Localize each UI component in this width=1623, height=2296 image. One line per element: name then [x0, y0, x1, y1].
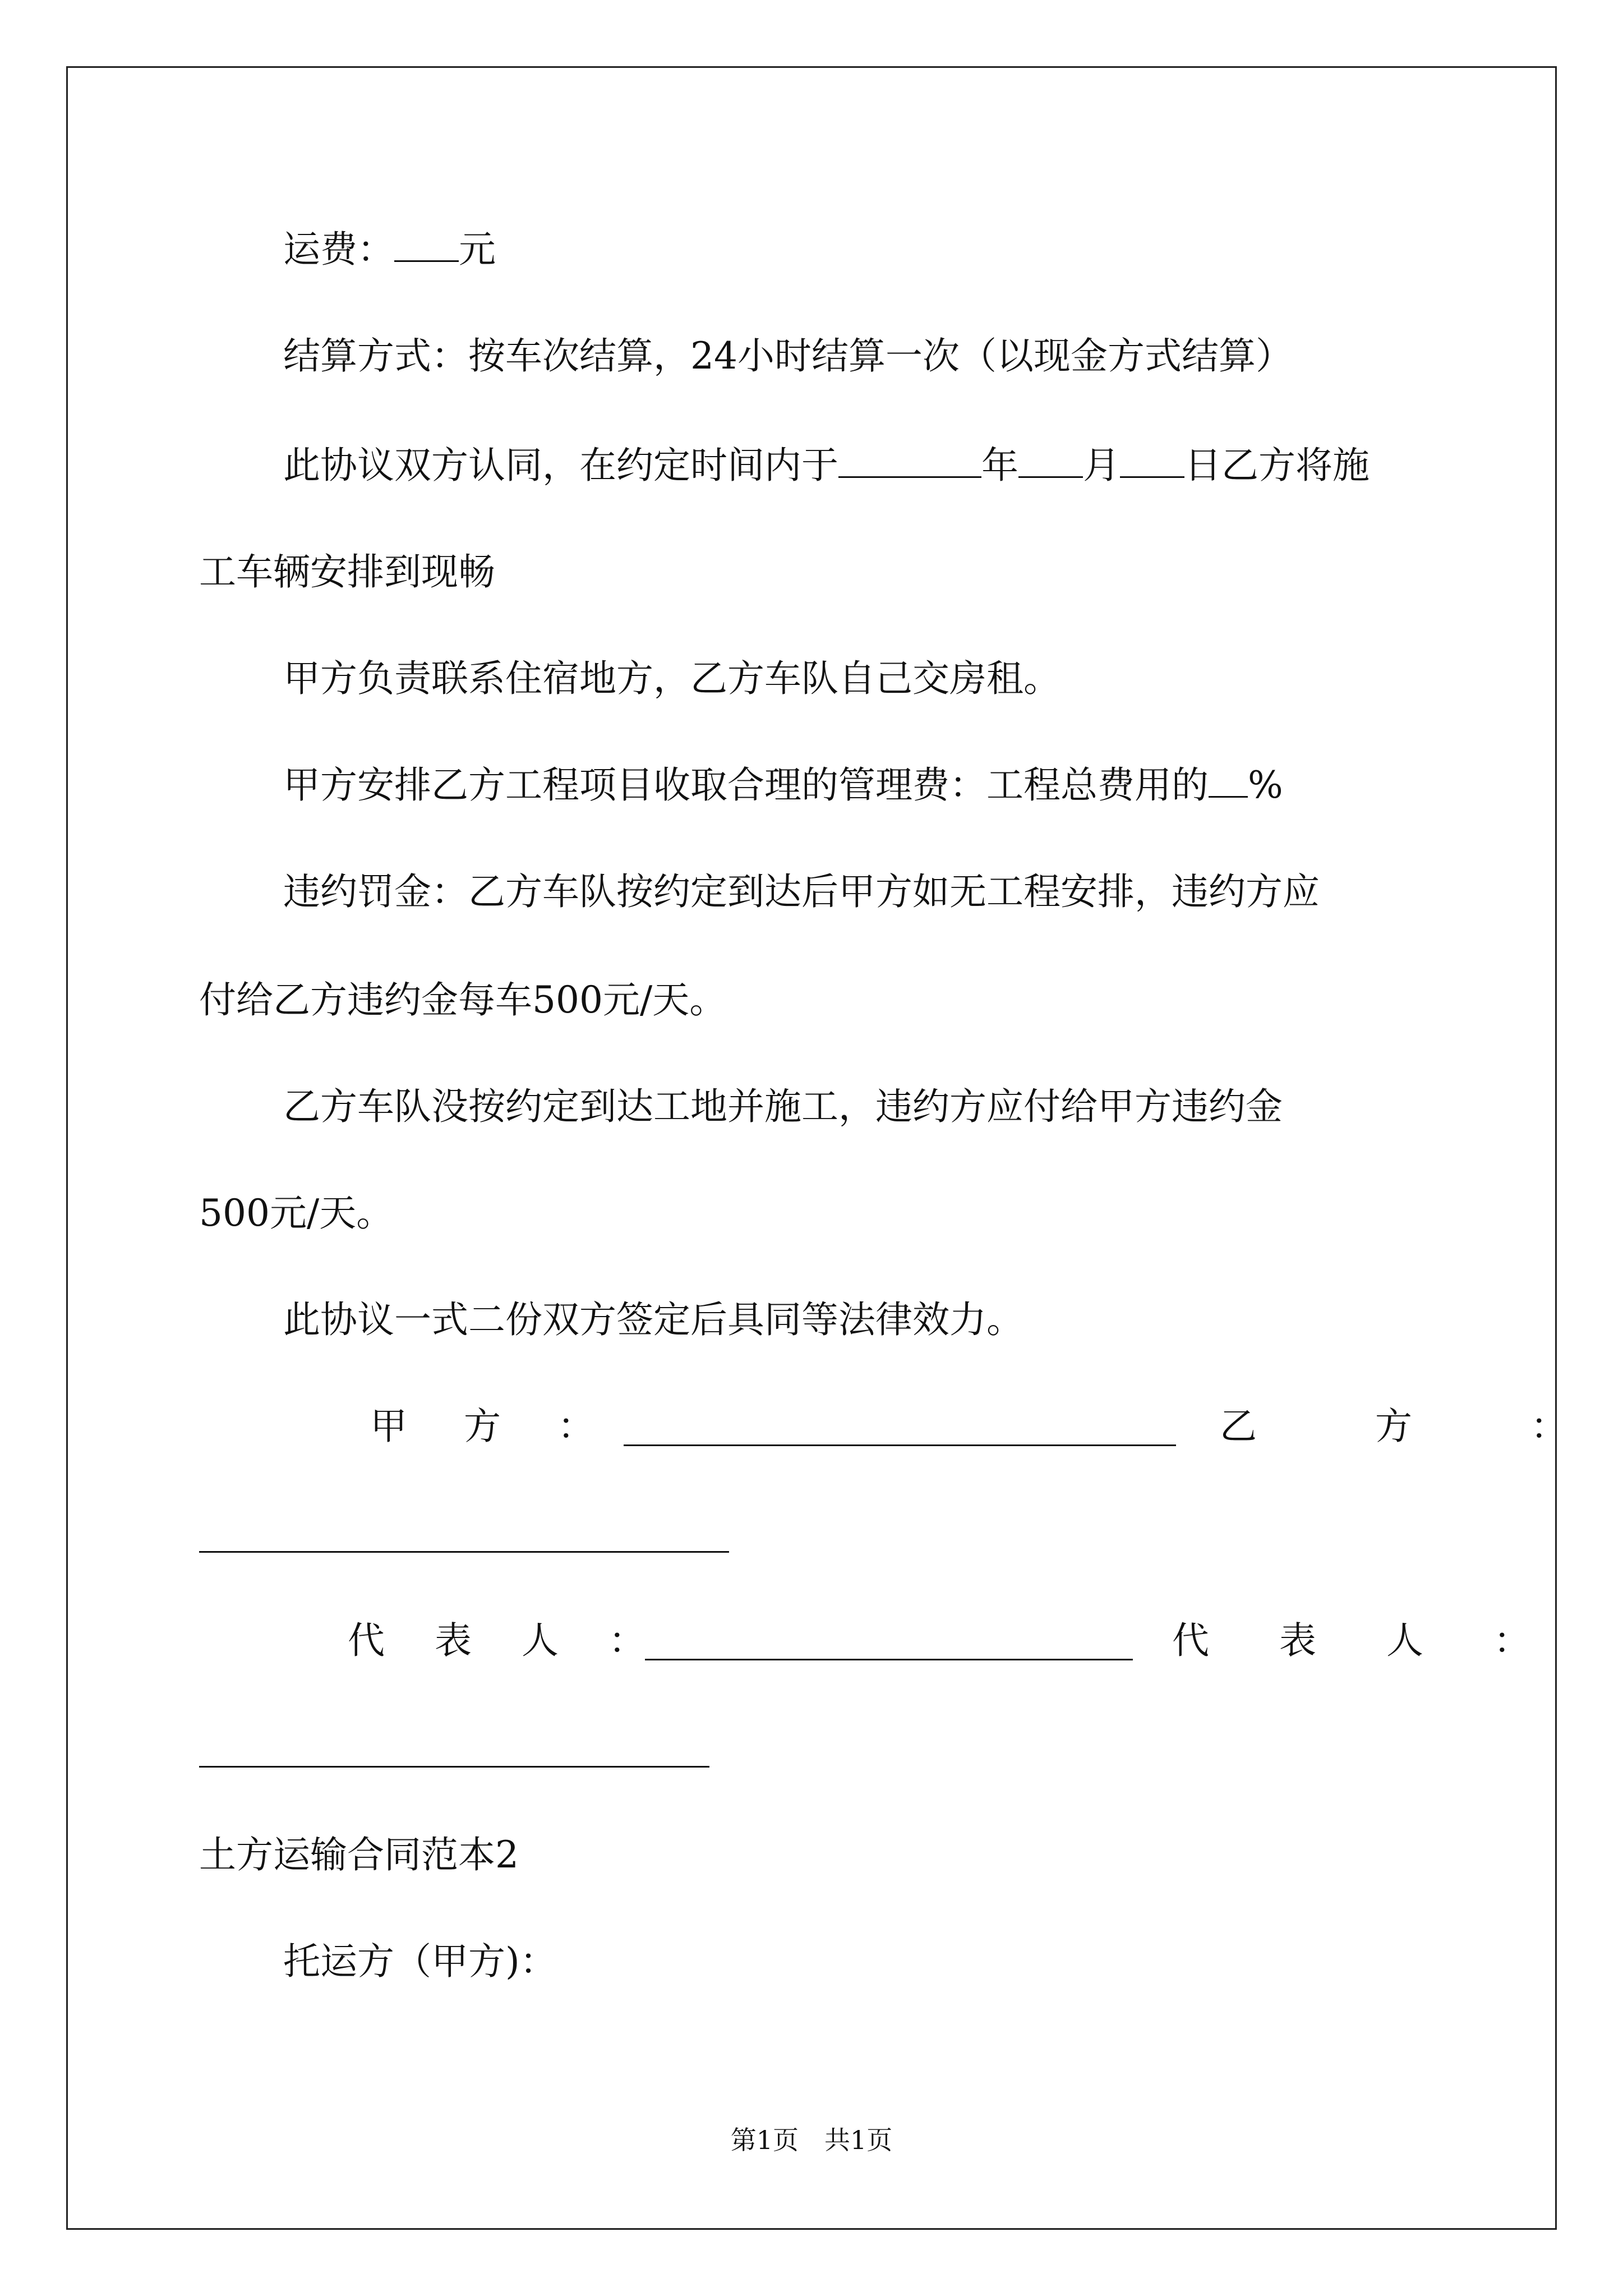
- freight-unit: 元: [459, 228, 496, 271]
- penalty-line-2: 付给乙方违约金每车500元/天。: [199, 978, 727, 1022]
- agreement-line-cont: 工车辆安排到现畅: [199, 550, 495, 593]
- agreement-line: [283, 440, 1370, 491]
- year-label: 年: [981, 444, 1018, 487]
- copies-line: 此协议一式二份双方签定后具同等法律效力。: [283, 1298, 1023, 1341]
- page-footer: 第1页 共1页: [730, 2125, 893, 2155]
- day-blank: [1120, 443, 1184, 478]
- party-b-label: 乙 方 ：: [1220, 1405, 1621, 1448]
- month-blank: [1018, 443, 1083, 478]
- section-title: 土方运输合同范本2: [199, 1833, 519, 1876]
- penalty-line-4: 500元/天。: [199, 1191, 394, 1235]
- day-label-rest: 日乙方将施: [1184, 444, 1370, 487]
- rep-a-signature-line: [645, 1659, 1133, 1660]
- mgmt-fee-unit: %: [1248, 763, 1283, 807]
- settlement-line: 结算方式：按车次结算，24小时结算一次（以现金方式结算）: [283, 334, 1293, 378]
- rep-a-label: 代 表 人 ：: [348, 1619, 665, 1662]
- mgmt-fee-line: [283, 760, 1283, 811]
- party-a-label: 甲 方 ：: [370, 1405, 617, 1448]
- consignor-line: 托运方（甲方)：: [283, 1940, 557, 1983]
- year-blank: [838, 443, 981, 478]
- lodging-line: 甲方负责联系住宿地方，乙方车队自己交房租。: [283, 657, 1061, 700]
- party-b-signature-line: [199, 1551, 729, 1553]
- mgmt-fee-blank: [1209, 762, 1248, 798]
- agreement-text: 此协议双方认同，在约定时间内于: [283, 444, 838, 487]
- freight-label: 运费：: [283, 228, 394, 271]
- rep-b-signature-line: [199, 1766, 709, 1768]
- penalty-line-3: 乙方车队没按约定到达工地并施工，违约方应付给甲方违约金: [283, 1085, 1283, 1128]
- penalty-line-1: 违约罚金：乙方车队按约定到达后甲方如无工程安排，违约方应: [283, 870, 1320, 913]
- month-label: 月: [1083, 444, 1120, 487]
- freight-line: [283, 224, 496, 275]
- freight-blank: [394, 227, 459, 262]
- page-border: [66, 66, 1557, 2230]
- rep-b-label: 代 表 人 ：: [1172, 1619, 1560, 1662]
- mgmt-fee-text: 甲方安排乙方工程项目收取合理的管理费：工程总费用的: [283, 763, 1209, 807]
- party-a-signature-line: [624, 1444, 1176, 1446]
